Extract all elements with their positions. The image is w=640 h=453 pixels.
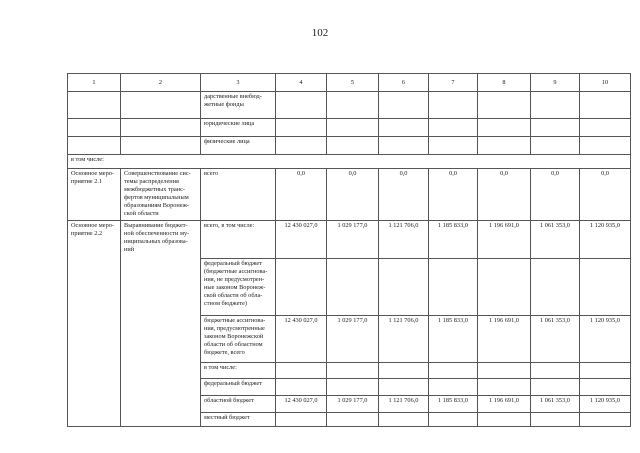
page-number: 102 [311,27,329,39]
header-cell: 10 [580,74,631,92]
measure-title: Выравнивание бюджет-ной обеспеченности му-ниципальных образова-ний [121,221,201,427]
value-cell: 0,0 [580,169,631,221]
value-cell [379,119,429,137]
value-cell: 12 430 027,0 [276,396,327,413]
source-label: всего [201,169,276,221]
source-label: дарственные внебюд-жетные фонды [201,92,276,119]
header-row [68,74,631,92]
table-row [68,119,631,137]
header-cell: 1 [68,74,121,92]
source-label: бюджетные ассигнова-ния, предусмотренные законом Воронежской области об областном бюджете, всего [201,316,276,363]
header-cell: 2 [121,74,201,92]
value-cell [478,119,531,137]
value-cell [327,259,379,316]
measure-title: Совершенствование сис-темы распределения межбюджетных транс-фертов муниципальным образованиям Воронеж-ской области [121,169,201,221]
value-cell [478,379,531,396]
table-row [68,137,631,155]
value-cell [531,379,580,396]
measure-name: Основное меро-приятие 2.2 [68,221,121,427]
source-label: областной бюджет [201,396,276,413]
value-cell [531,363,580,379]
value-cell: 1 120 935,0 [580,396,631,413]
value-cell: 1 185 833,0 [429,396,478,413]
source-label: в том числе: [201,363,276,379]
value-cell [327,92,379,119]
value-cell [580,119,631,137]
value-cell [379,137,429,155]
value-cell [429,119,478,137]
value-cell [327,413,379,427]
value-cell [531,137,580,155]
header-cell: 3 [201,74,276,92]
value-cell [429,363,478,379]
value-cell [327,119,379,137]
value-cell: 1 029 177,0 [327,316,379,363]
value-cell: 1 029 177,0 [327,396,379,413]
source-label: федеральный бюджет [201,379,276,396]
value-cell [276,259,327,316]
measure-row [68,169,631,221]
value-cell [276,379,327,396]
value-cell [531,413,580,427]
value-cell: 1 121 706,0 [379,396,429,413]
value-cell [379,379,429,396]
value-cell [478,92,531,119]
value-cell: 1 120 935,0 [580,221,631,259]
table-row [68,92,631,119]
value-cell: 12 430 027,0 [276,221,327,259]
value-cell: 1 061 353,0 [531,396,580,413]
value-cell [580,137,631,155]
value-cell [276,119,327,137]
header-cell: 5 [327,74,379,92]
value-cell [478,413,531,427]
value-cell: 0,0 [531,169,580,221]
value-cell [478,137,531,155]
value-cell: 0,0 [429,169,478,221]
value-cell [478,259,531,316]
value-cell: 1 185 833,0 [429,316,478,363]
value-cell [580,259,631,316]
value-cell: 12 430 027,0 [276,316,327,363]
value-cell [580,379,631,396]
value-cell: 1 196 691,0 [478,316,531,363]
value-cell [276,137,327,155]
value-cell [478,363,531,379]
source-label: местный бюджет [201,413,276,427]
header-cell: 7 [429,74,478,92]
value-cell [327,137,379,155]
value-cell: 1 196 691,0 [478,396,531,413]
source-label: физические лица [201,137,276,155]
value-cell [531,259,580,316]
value-cell [327,379,379,396]
budget-table [67,73,631,427]
table-row [68,155,631,169]
header-cell: 8 [478,74,531,92]
value-cell [379,259,429,316]
value-cell: 0,0 [478,169,531,221]
value-cell [429,259,478,316]
value-cell [379,92,429,119]
value-cell [531,119,580,137]
header-cell: 6 [379,74,429,92]
source-label: всего, в том числе: [201,221,276,259]
value-cell: 1 121 706,0 [379,316,429,363]
value-cell [580,413,631,427]
value-cell [531,92,580,119]
measure-name: Основное меро-приятие 2.1 [68,169,121,221]
value-cell: 0,0 [327,169,379,221]
value-cell [429,379,478,396]
value-cell: 1 120 935,0 [580,316,631,363]
value-cell [429,413,478,427]
header-cell: 9 [531,74,580,92]
value-cell [429,92,478,119]
value-cell [276,92,327,119]
value-cell [276,413,327,427]
value-cell: 1 185 833,0 [429,221,478,259]
value-cell: 0,0 [276,169,327,221]
header-cell: 4 [276,74,327,92]
value-cell: 1 061 353,0 [531,221,580,259]
value-cell [580,363,631,379]
value-cell [276,363,327,379]
value-cell [379,413,429,427]
section-label: в том числе: [68,155,631,169]
value-cell: 1 121 706,0 [379,221,429,259]
value-cell [379,363,429,379]
value-cell [580,92,631,119]
value-cell [429,137,478,155]
source-label: юридические лица [201,119,276,137]
value-cell [327,363,379,379]
source-label: федеральный бюджет (бюджетные ассигнова-ния, не предусмотрен-ные законом Воронеж-ской области об обла-стном бюджете) [201,259,276,316]
value-cell: 1 196 691,0 [478,221,531,259]
value-cell: 1 029 177,0 [327,221,379,259]
measure-row [68,221,631,259]
value-cell: 0,0 [379,169,429,221]
value-cell: 1 061 353,0 [531,316,580,363]
